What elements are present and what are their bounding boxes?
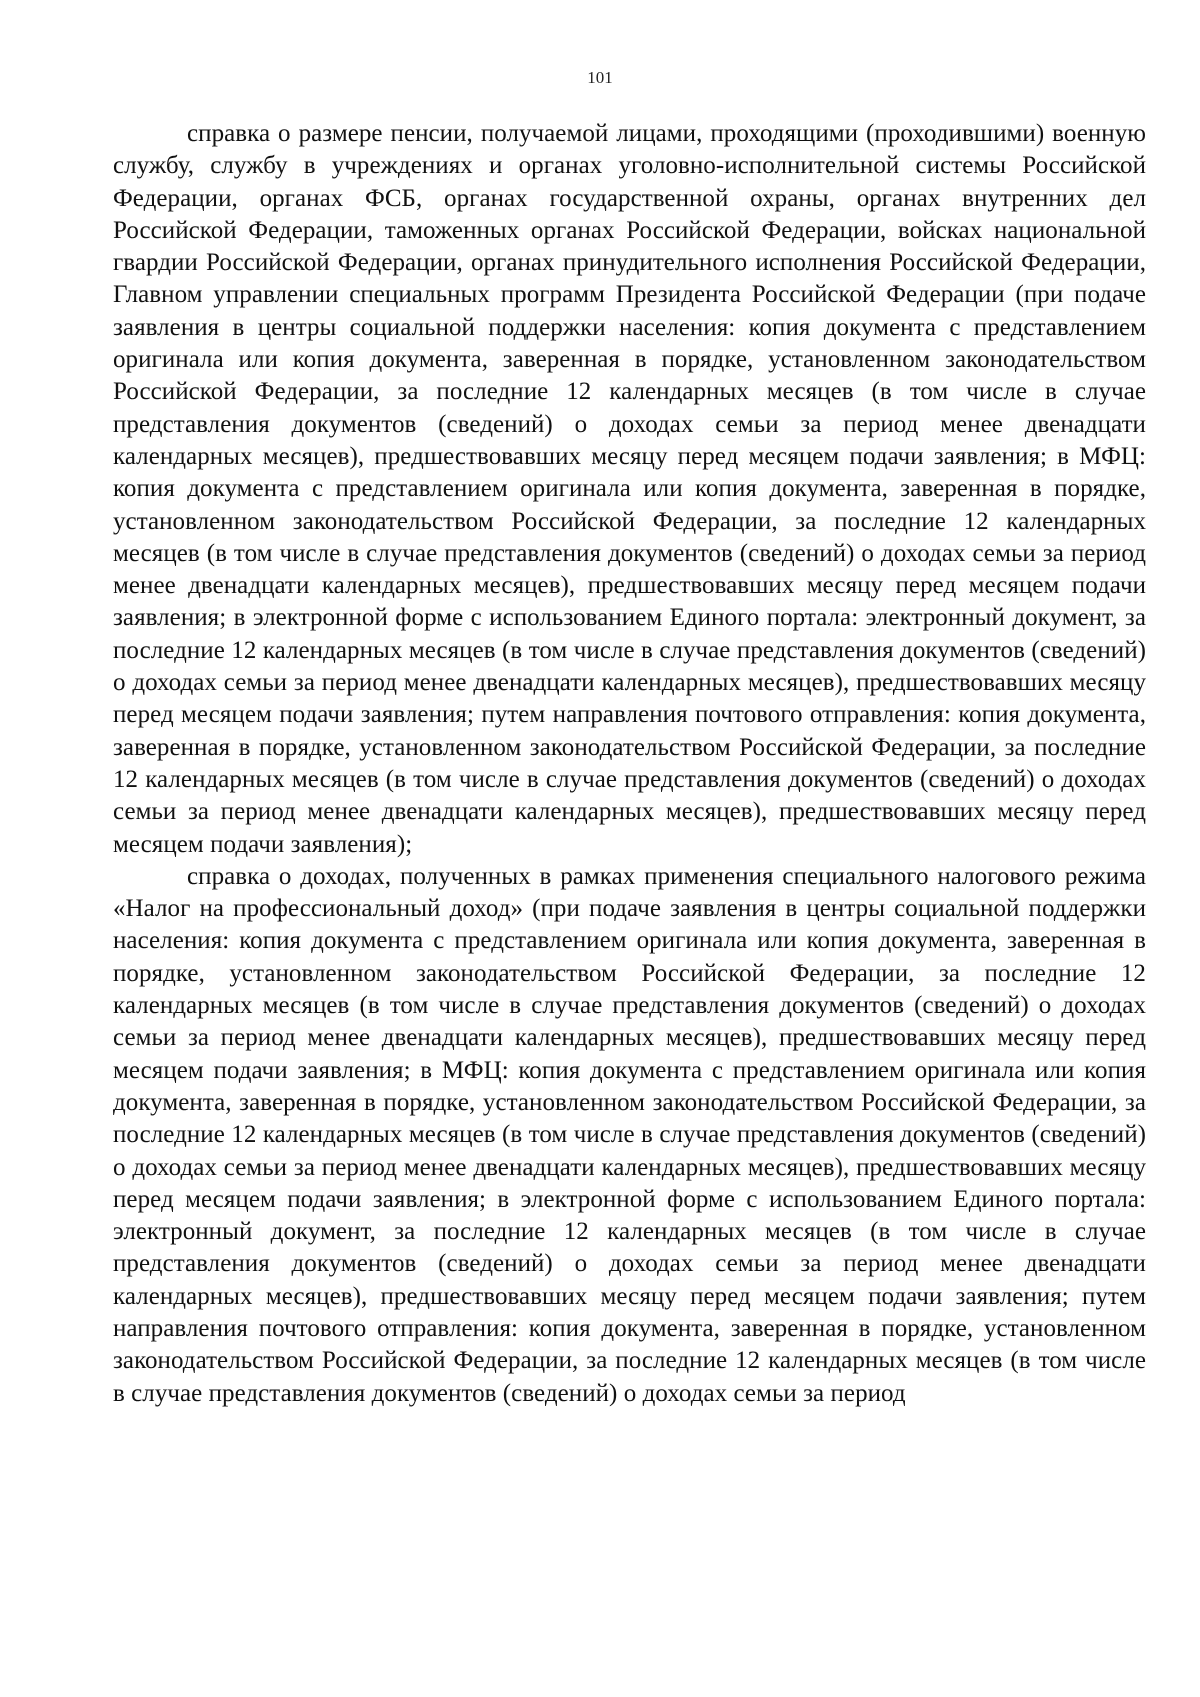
paragraph-professional-income-certificate: справка о доходах, полученных в рамках применения специального налогового режима «Налог на профессиональный доход» (при подаче заявления в центры социальной поддержки населения: копия документа с представлением оригинала или копия документа, заверенная в порядке, установленном законодательством Российской Федерации, за последние 12 календарных месяцев (в том числе в случае представления документов (сведений) о доходах семьи за период менее двенадцати календарных месяцев), предшествовавших месяцу перед месяцем подачи заявления; в МФЦ: копия документа с представлением оригинала или копия документа, заверенная в порядке, установленном законодательством Российской Федерации, за последние 12 календарных месяцев (в том числе в случае представления документов (сведений) о доходах семьи за период менее двенадцати календарных месяцев), предшествовавших месяцу перед месяцем подачи заявления; в электронной форме с использованием Единого портала: электронный документ, за последние 12 календарных месяцев (в том числе в случае представления документов (сведений) о доходах семьи за период менее двенадцати календарных месяцев), предшествовавших месяцу перед месяцем подачи заявления; путем направления почтового отправления: копия документа, заверенная в порядке, установленном законодательством Российской Федерации, за последние 12 календарных месяцев (в том числе в случае представления документов (сведений) о доходах семьи за период (113, 862, 1146, 1407)
paragraph-pension-certificate: справка о размере пенсии, получаемой лицами, проходящими (проходившими) военную службу, службу в учреждениях и органах уголовно-исполнительной системы Российской Федерации, органах ФСБ, органах государственной охраны, органах внутренних дел Российской Федерации, таможенных органах Российской Федерации, войсках национальной гвардии Российской Федерации, органах принудительного исполнения Российской Федерации, Главном управлении специальных программ Президента Российской Федерации (при подаче заявления в центры социальной поддержки населения: копия документа с представлением оригинала или копия документа, заверенная в порядке, установленном законодательством Российской Федерации, за последние 12 календарных месяцев (в том числе в случае представления документов (сведений) о доходах семьи за период менее двенадцати календарных месяцев), предшествовавших месяцу перед месяцем подачи заявления; в МФЦ: копия документа с представлением оригинала или копия документа, заверенная в порядке, установленном законодательством Российской Федерации, за последние 12 календарных месяцев (в том числе в случае представления документов (сведений) о доходах семьи за период менее двенадцати календарных месяцев), предшествовавших месяцу перед месяцем подачи заявления; в электронной форме с использованием Единого портала: электронный документ, за последние 12 календарных месяцев (в том числе в случае представления документов (сведений) о доходах семьи за период менее двенадцати календарных месяцев), предшествовавших месяцу перед месяцем подачи заявления; путем направления почтового отправления: копия документа, заверенная в порядке, установленном законодательством Российской Федерации, за последние 12 календарных месяцев (в том числе в случае представления документов (сведений) о доходах семьи за период менее двенадцати календарных месяцев), предшествовавших месяцу перед месяцем подачи заявления); (113, 120, 1146, 858)
page-number: 101 (587, 68, 613, 87)
document-body (113, 118, 1146, 1410)
